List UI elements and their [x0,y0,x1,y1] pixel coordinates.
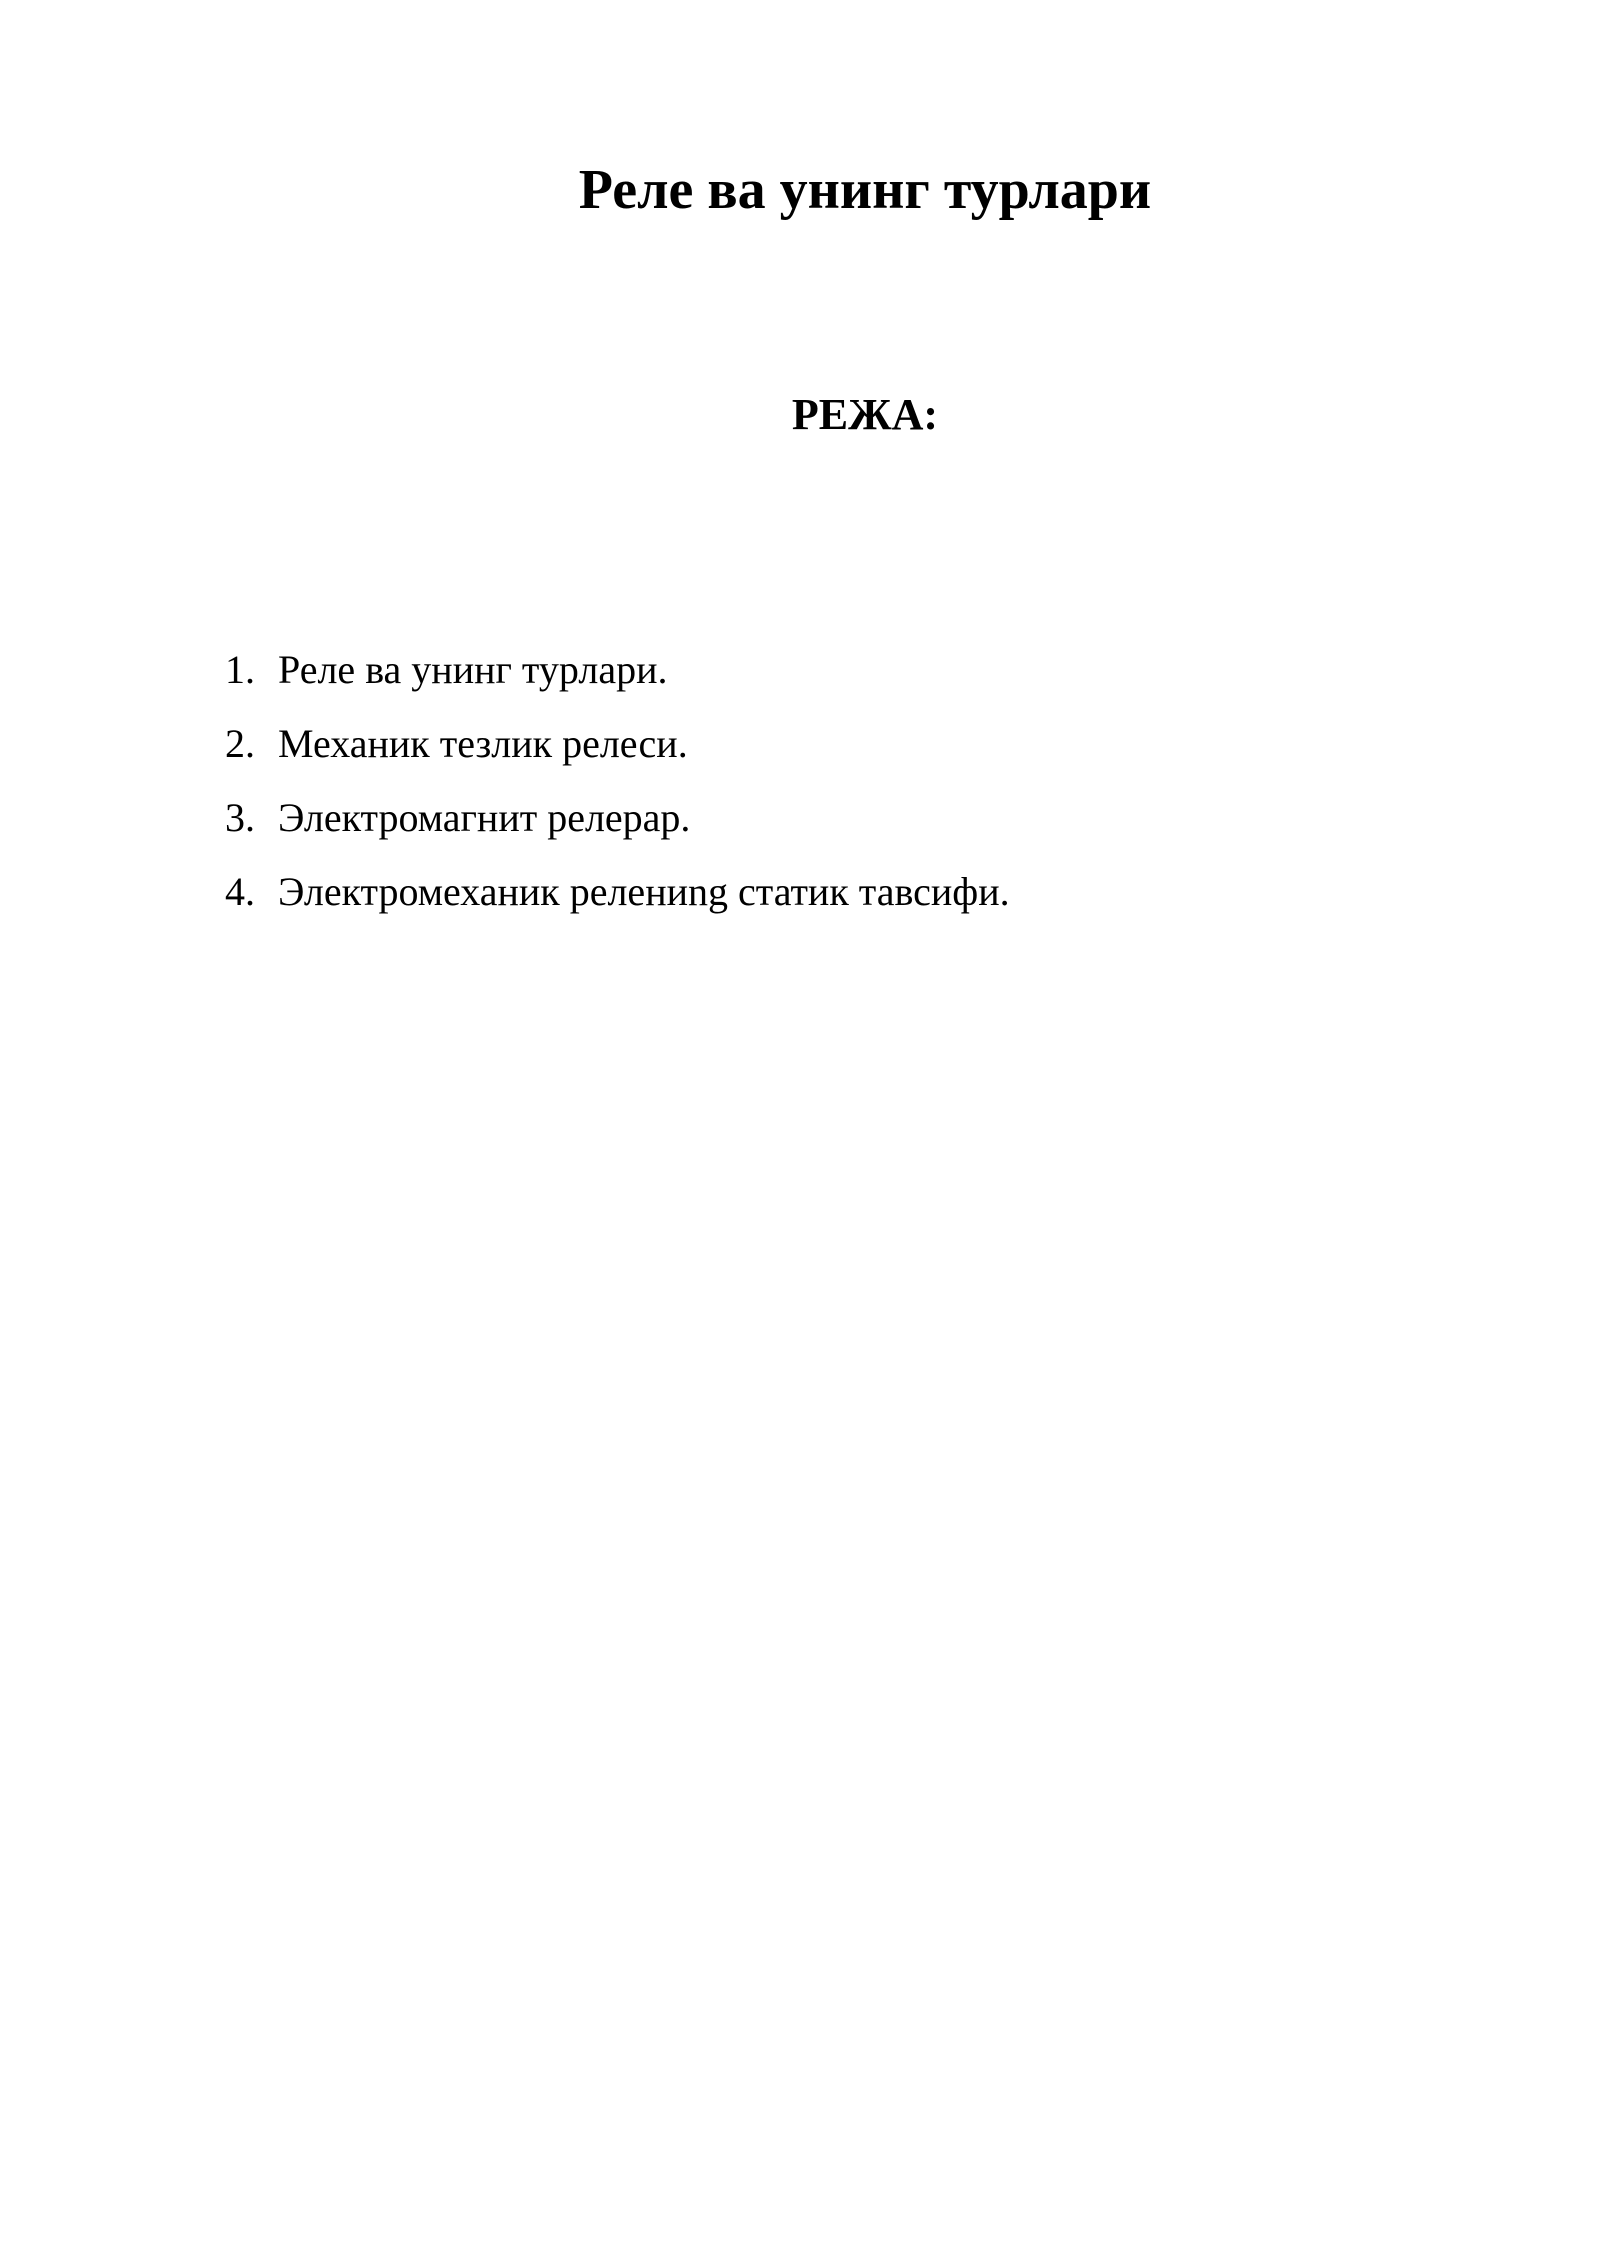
plan-item-number: 2. [225,721,255,766]
document-title: Реле ва унинг турлари [578,159,1152,221]
plan-list [225,640,1425,936]
plan-item-number: 3. [225,795,255,840]
plan-item-text: Механик тезлик релеси. [278,721,688,766]
plan-item-text: Реле ва унинг турлари. [278,647,668,692]
plan-item-number: 1. [225,647,255,692]
plan-item [225,714,1425,788]
plan-item-number: 4. [225,869,255,914]
plan-item [225,862,1425,936]
plan-item-text: Электромагнит релерар. [278,795,691,840]
plan-item [225,640,1425,714]
plan-heading: РЕЖА: [791,390,939,439]
plan-item-text: Электромеханик релениng статик тавсифи. [278,869,1010,914]
plan-item [225,788,1425,862]
